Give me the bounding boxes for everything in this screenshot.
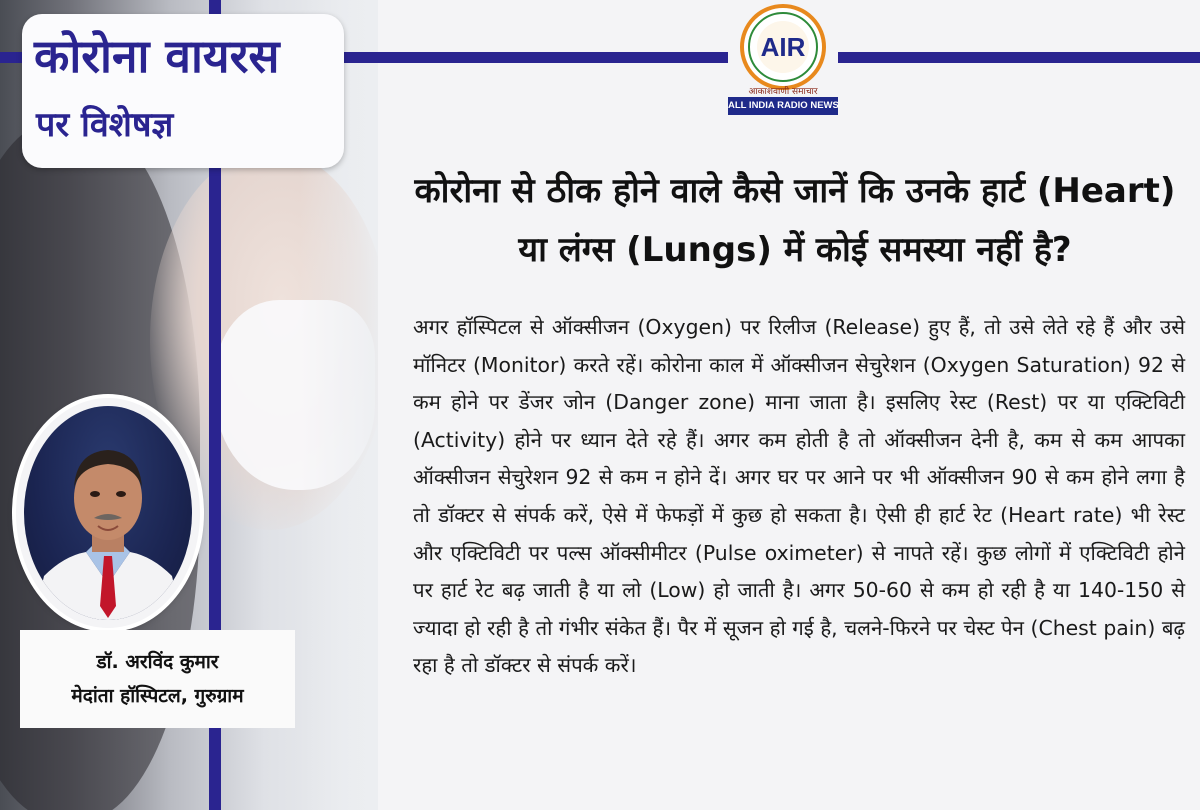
logo-letters: AIR <box>760 32 806 62</box>
doctor-caption <box>20 630 295 728</box>
logo-english-name: ALL INDIA RADIO NEWS <box>728 97 838 115</box>
doctor-portrait <box>16 398 200 628</box>
doctor-photo-icon <box>24 406 192 620</box>
doctor-affiliation: मेदांता हॉस्पिटल, गुरुग्राम <box>71 685 244 707</box>
headline: कोरोना से ठीक होने वाले कैसे जानें कि उनके हार्ट (Heart) या लंग्स (Lungs) में कोई समस्या नहीं है? <box>414 171 1176 270</box>
logo-hindi-name: आकाशवाणी समाचार <box>748 87 818 97</box>
article-body: अगर हॉस्पिटल से ऑक्सीजन (Oxygen) पर रिलीज (Release) हुए हैं, तो उसे लेते रहे हैं और उसे मॉनिटर (Monitor) करते रहें। कोरोना काल में ऑक्सीजन सेचुरेशन (Oxygen Saturation) 92 से कम होने पर डेंजर जोन (Danger zone) माना जाता है। इसलिए रेस्ट (Rest) पर या एक्टिविटी (Activity) होने पर ध्यान देते रहे हैं। अगर कम होती है तो ऑक्सीजन देनी है, कम से कम आपका ऑक्सीजन सेचुरेशन 92 से कम न होने दें। अगर घर पर आने पर भी ऑक्सीजन 90 से कम होने लगा है तो डॉक्टर से संपर्क करें, ऐसे में फेफड़ों में कुछ हो सकता है। ऐसी ही हार्ट रेट (Heart rate) भी रेस्ट और एक्टिविटी पर पल्स ऑक्सीमीटर (Pulse oximeter) से नापते रहें। कुछ लोगों में एक्टिविटी होने पर हार्ट रेट बढ़ जाती है या लो (Low) हो जाती है। अगर 50-60 से कम हो रही है या 140-150 से ज्यादा हो रही है तो गंभीर संकेत हैं। पैर में सूजन हो गई है, चलने-फिरने पर चेस्ट पेन (Chest pain) बढ़ रहा है तो डॉक्टर से संपर्क करें। <box>413 315 1185 678</box>
title-line-2: पर विशेषज्ञ <box>36 105 174 145</box>
air-logo <box>728 0 838 118</box>
title-card <box>22 14 344 168</box>
doctor-name: डॉ. अरविंद कुमार <box>96 651 219 673</box>
air-emblem-icon <box>740 4 826 90</box>
title-line-1: कोरोना वायरस <box>34 29 280 83</box>
